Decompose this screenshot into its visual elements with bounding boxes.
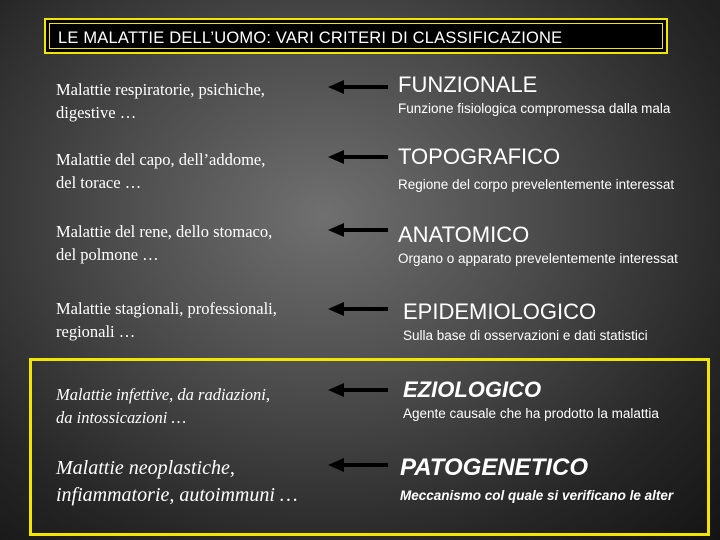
disease-examples-line1: Malattie del rene, dello stomaco, bbox=[56, 222, 273, 241]
disease-examples bbox=[56, 148, 336, 194]
criterion-description: Organo o apparato prevelentemente interessat bbox=[398, 251, 678, 266]
title-box bbox=[44, 18, 668, 54]
classification-row-anatomico bbox=[0, 220, 720, 280]
disease-examples bbox=[56, 455, 336, 509]
classification-row-eziologico bbox=[0, 377, 720, 443]
criterion-description: Agente causale che ha prodotto la malattia bbox=[403, 406, 659, 421]
criterion-name: ANATOMICO bbox=[398, 222, 530, 247]
disease-examples-line1: Malattie stagionali, professionali, bbox=[56, 299, 277, 318]
left-arrow-icon bbox=[328, 302, 388, 316]
disease-examples bbox=[56, 78, 336, 124]
criterion-description: Funzione fisiologica compromessa dalla mala bbox=[398, 101, 671, 116]
classification-row-epidemiologico bbox=[0, 297, 720, 357]
disease-examples bbox=[56, 383, 336, 429]
disease-examples-line1: Malattie infettive, da radiazioni, bbox=[56, 385, 271, 404]
disease-examples-line2: del torace … bbox=[56, 173, 142, 192]
left-arrow-icon bbox=[328, 383, 388, 397]
disease-examples-line1: Malattie neoplastiche, bbox=[56, 457, 235, 479]
left-arrow-icon bbox=[328, 223, 388, 237]
left-arrow-icon bbox=[328, 150, 388, 164]
left-arrow-icon bbox=[328, 458, 388, 472]
disease-examples bbox=[56, 297, 336, 343]
criterion-name: TOPOGRAFICO bbox=[398, 144, 561, 169]
criterion-description: Sulla base di osservazioni e dati statistici bbox=[403, 328, 648, 343]
disease-examples-line1: Malattie del capo, dell’addome, bbox=[56, 150, 266, 169]
criterion-name: EPIDEMIOLOGICO bbox=[403, 299, 597, 324]
disease-examples-line2: regionali … bbox=[56, 322, 136, 341]
disease-examples-line2: infiammatorie, autoimmuni … bbox=[56, 484, 298, 506]
disease-examples bbox=[56, 220, 336, 266]
criterion-name: EZIOLOGICO bbox=[403, 377, 542, 402]
criterion-description: Regione del corpo prevelentemente interessat bbox=[398, 177, 675, 192]
criterion-name: PATOGENETICO bbox=[400, 454, 589, 481]
criterion-description: Meccanismo col quale si verificano le alter bbox=[400, 488, 674, 503]
disease-examples-line2: digestive … bbox=[56, 103, 137, 122]
classification-row-patogenetico bbox=[0, 455, 720, 515]
classification-row-funzionale bbox=[0, 72, 720, 138]
disease-examples-line2: del polmone … bbox=[56, 245, 159, 264]
disease-examples-line2: da intossicazioni … bbox=[56, 408, 187, 427]
slide-title: LE MALATTIE DELL’UOMO: VARI CRITERI DI CLASSIFICAZIONE bbox=[49, 23, 663, 49]
disease-examples-line1: Malattie respiratorie, psichiche, bbox=[56, 80, 265, 99]
left-arrow-icon bbox=[328, 80, 388, 94]
criterion-name: FUNZIONALE bbox=[398, 72, 538, 97]
classification-row-topografico bbox=[0, 144, 720, 208]
